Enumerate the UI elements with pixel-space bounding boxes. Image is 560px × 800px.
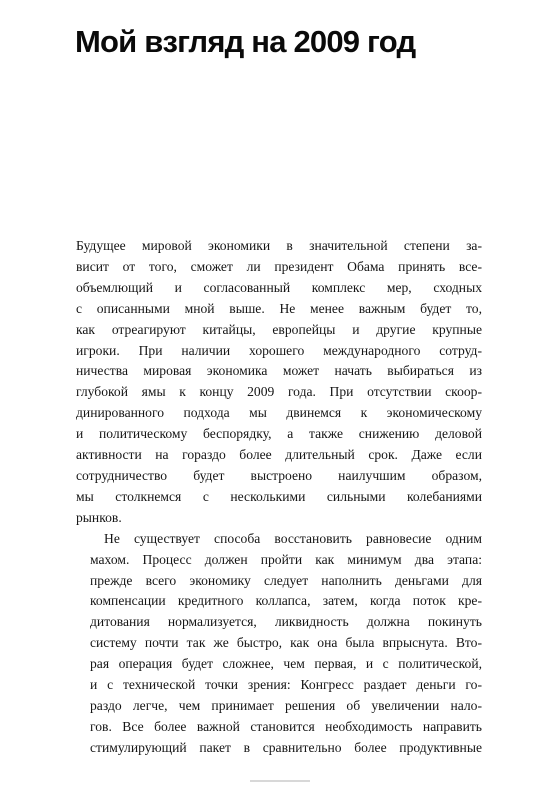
watermark-graphic <box>250 778 310 784</box>
text-line: Не существует способа восстановить равновесие одним <box>104 530 482 546</box>
paragraph-2 <box>76 529 482 759</box>
text-line: глубокой ямы к концу 2009 года. При отсутствии скоор- <box>76 384 482 400</box>
text-line: раздо легче, чем принимает решения об увеличении нало- <box>90 697 482 713</box>
chapter-title: Мой взгляд на 2009 год <box>75 24 416 59</box>
text-line: гов. Все более важной становится необходимость направить <box>90 718 482 734</box>
text-line: висит от того, сможет ли президент Обама принять все- <box>76 258 482 274</box>
text-line: стимулирующий пакет в сравнительно более продуктивные <box>90 739 482 755</box>
text-line: рынков. <box>76 509 122 525</box>
text-line: объемлющий и согласованный комплекс мер, сходных <box>76 279 482 295</box>
text-line: дитования нормализуется, ликвидность должна покинуть <box>90 614 482 630</box>
text-line: компенсации кредитного коллапса, затем, когда поток кре- <box>90 593 482 609</box>
text-line: махом. Процесс должен пройти как минимум два этапа: <box>90 551 482 567</box>
text-line: прежде всего экономику следует наполнить деньгами для <box>90 572 482 588</box>
paragraph-1 <box>76 236 482 529</box>
text-line: систему почти так же быстро, как она была впрыснута. Вто- <box>90 635 482 651</box>
text-line: Будущее мировой экономики в значительной степени за- <box>76 238 482 253</box>
text-line: как отреагируют китайцы, европейцы и другие крупные <box>76 321 482 337</box>
text-line: сотрудничество будет выстроено наилучшим образом, <box>76 467 482 483</box>
scan-watermark <box>248 778 312 786</box>
text-line: игроки. При наличии хорошего международного сотруд- <box>76 342 482 358</box>
text-line: и политическому беспорядку, а также снижению деловой <box>76 426 482 442</box>
text-line: динированного подхода мы двинемся к экономическому <box>76 405 482 421</box>
text-line: с описанными мной выше. Не менее важным будет то, <box>76 300 482 316</box>
text-line: рая операция будет сложнее, чем первая, и с политической, <box>90 656 482 672</box>
text-line: мы столкнемся с несколькими сильными колебаниями <box>76 488 482 504</box>
text-line: ничества мировая экономика может начать выбираться из <box>76 363 482 379</box>
text-line: активности на гораздо более длительный срок. Даже если <box>76 447 482 463</box>
body-text <box>76 236 482 759</box>
text-line: и с технической точки зрения: Конгресс раздает деньги го- <box>90 677 482 693</box>
